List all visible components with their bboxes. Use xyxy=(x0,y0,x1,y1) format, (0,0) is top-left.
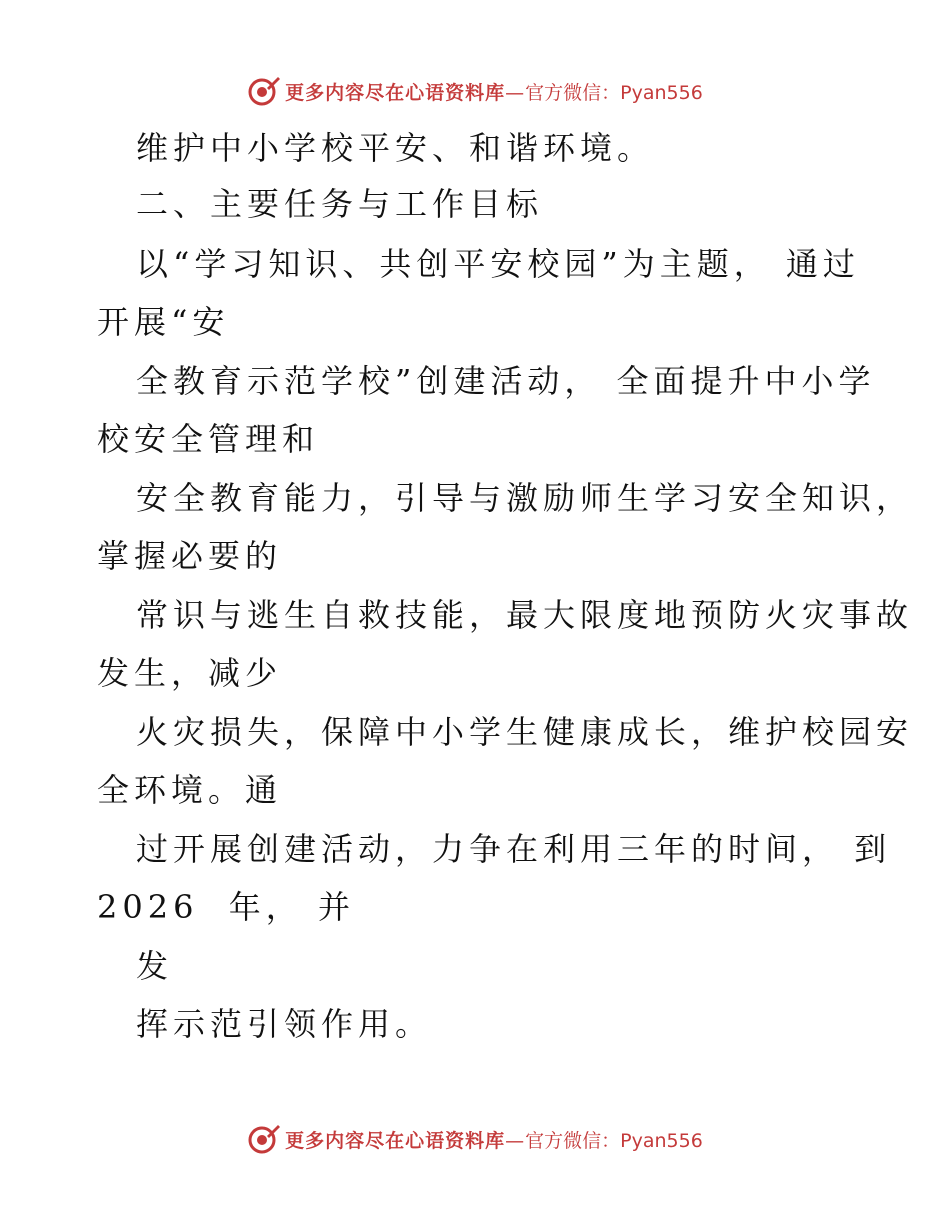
footer-banner xyxy=(0,1119,950,1159)
section-heading: 二、主要任务与工作目标 xyxy=(136,185,544,223)
paragraph-line: 掌握必要的 xyxy=(97,537,283,575)
footer-banner-contact: 官方微信：Pyan556 xyxy=(525,1129,703,1152)
paragraph-line: 挥示范引领作用。 xyxy=(136,1005,433,1043)
pen-logo-icon xyxy=(247,74,281,108)
paragraph-line: 维护中小学校平安、和谐环境。 xyxy=(136,129,655,167)
paragraph-line: 校安全管理和 xyxy=(97,420,320,458)
paragraph-line: 常识与逃生自救技能，最大限度地预防火灾事故 xyxy=(136,596,914,634)
paragraph-line: 过开展创建活动，力争在利用三年的时间， 到 xyxy=(136,830,892,868)
footer-banner-text: 更多内容尽在心语资料库 xyxy=(285,1129,506,1152)
paragraph-line: 全教育示范学校”创建活动， 全面提升中小学 xyxy=(136,362,876,400)
header-banner xyxy=(0,71,950,111)
pen-logo-icon xyxy=(247,1122,281,1156)
header-banner-separator: — xyxy=(505,81,526,104)
paragraph-line: 开展“安 xyxy=(97,303,230,341)
paragraph-line: 发 xyxy=(136,947,174,985)
paragraph-line: 发生，减少 xyxy=(97,654,283,692)
paragraph-line: 火灾损失，保障中小学生健康成长，维护校园安 xyxy=(136,713,914,751)
footer-banner-separator: — xyxy=(505,1129,526,1152)
paragraph-line: 全环境。通 xyxy=(97,771,283,809)
paragraph-line: 以“学习知识、共创平安校园”为主题， 通过 xyxy=(136,245,860,283)
header-banner-text: 更多内容尽在心语资料库 xyxy=(285,81,506,104)
paragraph-line: 安全教育能力，引导与激励师生学习安全知识， xyxy=(136,479,914,517)
header-banner-contact: 官方微信：Pyan556 xyxy=(525,81,703,104)
paragraph-line: 2026 年， 并 xyxy=(97,888,355,926)
